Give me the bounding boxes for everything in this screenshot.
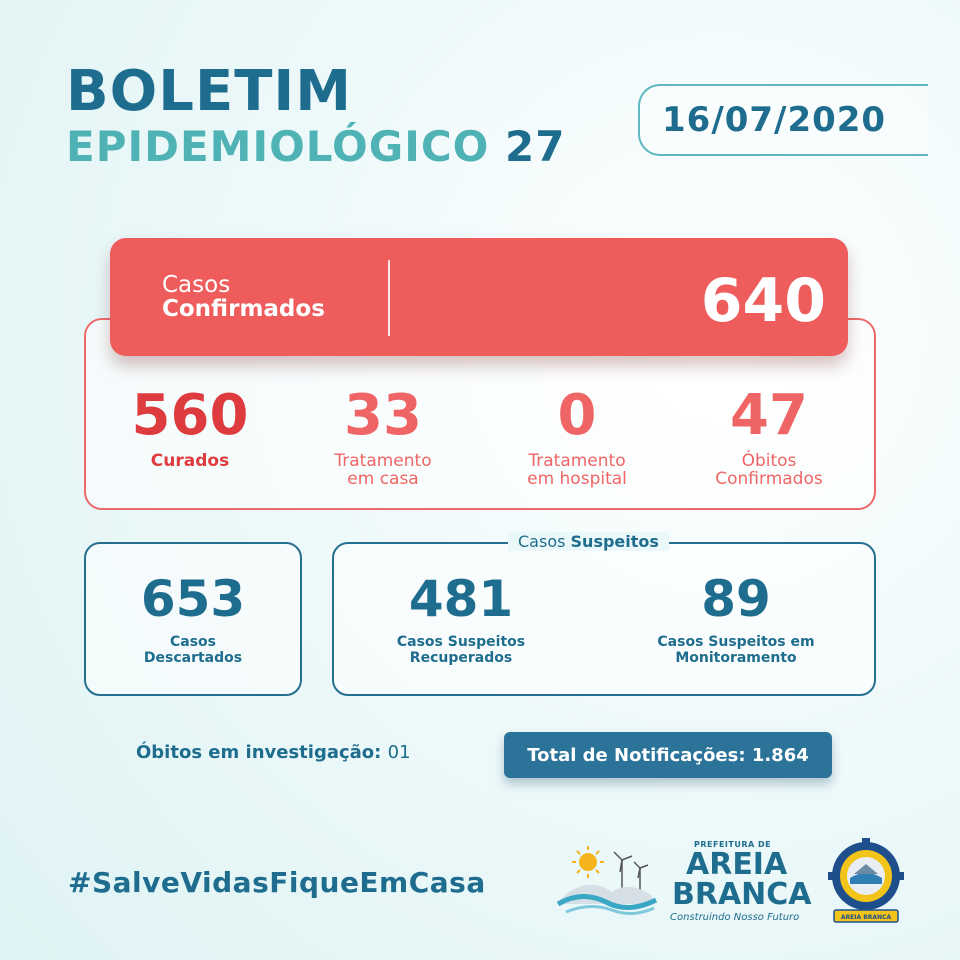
municipal-seal-icon [824, 838, 908, 926]
stat-label: Tratamento [528, 451, 626, 471]
deaths-investigation-label: Óbitos em investigação: [136, 742, 382, 763]
bulletin-subtitle [66, 122, 566, 171]
stat-tratamento-hospital [492, 383, 662, 489]
confirmed-label-line2: Confirmados [162, 296, 325, 322]
stat-label: Confirmados [715, 469, 823, 489]
suspected-title-bold: Suspeitos [570, 532, 659, 551]
stat-label: Curados [150, 451, 230, 471]
stat-label: Casos Suspeitos [396, 634, 526, 650]
stat-tratamento-casa [298, 383, 468, 489]
subtitle-text: EPIDEMIOLÓGICO [66, 122, 490, 171]
stat-label: Casos Suspeitos em [657, 634, 815, 650]
stat-suspeitos-recuperados [366, 570, 556, 666]
logo-city-line2: BRANCA [672, 877, 812, 912]
stat-value: 0 [557, 383, 597, 448]
stat-value: 481 [408, 570, 514, 628]
bulletin-date: 16/07/2020 [662, 100, 887, 140]
logo-slogan: Construindo Nosso Futuro [670, 912, 800, 923]
confirmed-value: 640 [700, 266, 826, 336]
logo-city-line1: AREIA [686, 847, 788, 882]
stat-label: Tratamento [334, 451, 432, 471]
stat-value: 33 [344, 383, 422, 448]
stat-label: Monitoramento [675, 650, 797, 666]
seal-text: AREIA BRANCA [840, 914, 892, 921]
stat-curados [110, 383, 270, 471]
stat-value: 560 [131, 383, 249, 448]
total-notifications-badge: Total de Notificações: 1.864 [504, 732, 832, 778]
stat-label: Recuperados [409, 650, 513, 666]
suspected-title-prefix: Casos [518, 532, 566, 551]
stat-obitos [684, 383, 854, 489]
edition-number: 27 [505, 122, 566, 171]
city-emblem-icon [556, 840, 676, 920]
stat-value: 653 [140, 570, 246, 628]
stat-label: em casa [347, 469, 419, 489]
stat-value: 89 [701, 570, 771, 628]
stat-label: Descartados [143, 650, 243, 666]
stat-descartados [86, 570, 300, 666]
deaths-investigation [136, 742, 411, 763]
stat-label: Óbitos [741, 451, 797, 471]
stat-label: em hospital [527, 469, 627, 489]
suspected-title [508, 532, 669, 551]
deaths-investigation-value: 01 [387, 742, 411, 763]
logo-prefeitura: PREFEITURA DE [694, 840, 772, 849]
hashtag: #SalveVidasFiqueEmCasa [68, 866, 486, 899]
confirmed-label-line1: Casos [162, 272, 231, 298]
stat-suspeitos-monitoramento [626, 570, 846, 666]
stat-label: Casos [169, 634, 216, 650]
stat-value: 47 [730, 383, 808, 448]
banner-divider [388, 260, 390, 336]
bulletin-title: BOLETIM [66, 59, 352, 124]
